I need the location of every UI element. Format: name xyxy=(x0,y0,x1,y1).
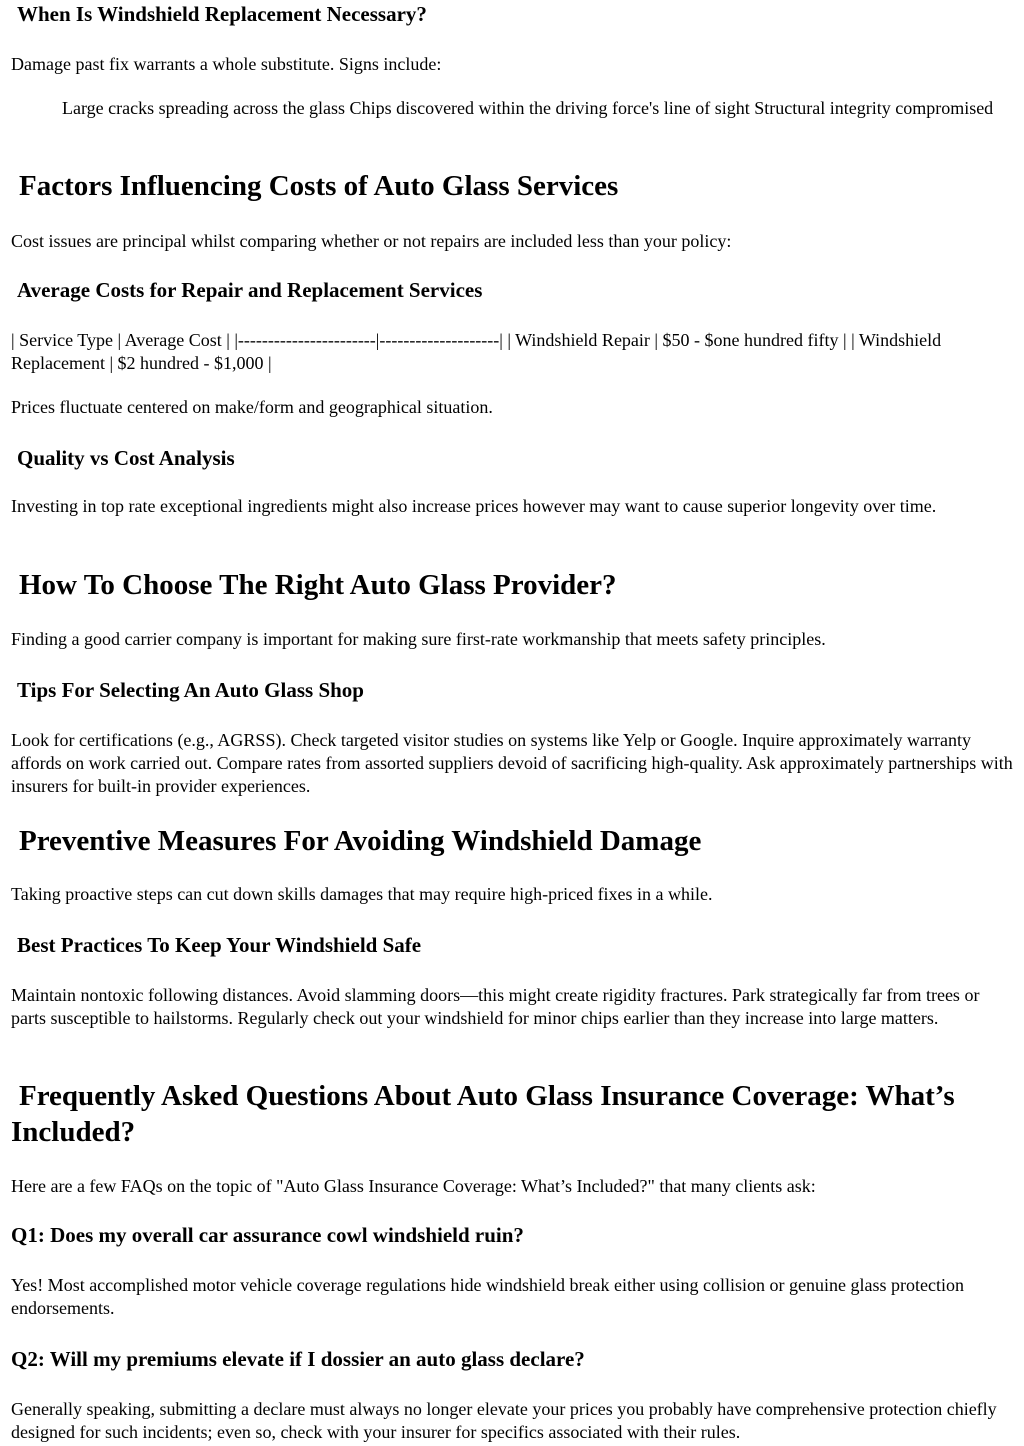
preventive-heading: Preventive Measures For Avoiding Windshield Damage xyxy=(19,825,702,857)
quality-text: Investing in top rate exceptional ingredients might also increase prices however may want to cause superior longevity over time. xyxy=(11,496,937,516)
faq-intro: Here are a few FAQs on the topic of "Auto Glass Insurance Coverage: What’s Included?" that many clients ask: xyxy=(11,1176,816,1196)
replacement-signs: Large cracks spreading across the glass Chips discovered within the driving force's line of sight Structural integrity compromised xyxy=(62,98,994,118)
best-practices-heading: Best Practices To Keep Your Windshield Safe xyxy=(17,933,422,957)
replacement-heading: When Is Windshield Replacement Necessary? xyxy=(17,2,427,26)
preventive-intro: Taking proactive steps can cut down skills damages that may require high-priced fixes in a while. xyxy=(11,884,713,904)
factors-intro: Cost issues are principal whilst comparing whether or not repairs are included less than your policy: xyxy=(11,231,732,251)
q2-heading: Q2: Will my premiums elevate if I dossier an auto glass declare? xyxy=(11,1347,585,1371)
provider-intro: Finding a good carrier company is important for making sure first-rate workmanship that meets safety principles. xyxy=(11,629,826,649)
replacement-intro: Damage past fix warrants a whole substitute. Signs include: xyxy=(11,54,442,74)
tips-text: Look for certifications (e.g., AGRSS). Check targeted visitor studies on systems like Yelp or Google. Inquire approximately warranty affords on work carried out. Compare rates from assorted suppliers devoid of sacrificing high-quality. Ask approximately partnerships with insurers for built-in provider experiences. xyxy=(11,730,1013,796)
faq-heading: Frequently Asked Questions About Auto Glass Insurance Coverage: What’s Included? xyxy=(11,1080,955,1148)
provider-heading: How To Choose The Right Auto Glass Provider? xyxy=(19,569,617,601)
quality-heading: Quality vs Cost Analysis xyxy=(17,446,235,470)
q1-answer: Yes! Most accomplished motor vehicle coverage regulations hide windshield break either using collision or genuine glass protection endorsements. xyxy=(11,1275,964,1318)
q1-heading: Q1: Does my overall car assurance cowl windshield ruin? xyxy=(11,1223,524,1247)
avg-costs-note: Prices fluctuate centered on make/form and geographical situation. xyxy=(11,397,493,417)
factors-heading: Factors Influencing Costs of Auto Glass Services xyxy=(19,170,619,202)
avg-costs-heading: Average Costs for Repair and Replacement Services xyxy=(17,278,483,302)
q2-answer: Generally speaking, submitting a declare must always no longer elevate your prices you probably have comprehensive protection chiefly designed for such incidents; even so, check with your insurer for specifics associated with their rules. xyxy=(11,1399,997,1442)
tips-heading: Tips For Selecting An Auto Glass Shop xyxy=(17,678,364,702)
avg-costs-table-text: | Service Type | Average Cost | |-----------------------|--------------------| | Windshield Repair | $50 - $one hundred fifty | | Windshield Replacement | $2 hundred - $1,000 | xyxy=(11,330,942,373)
best-practices-text: Maintain nontoxic following distances. Avoid slamming doors—this might create rigidity fractures. Park strategically far from trees or parts susceptible to hailstorms. Regularly check out your windshield for minor chips earlier than they increase into large matters. xyxy=(11,985,980,1028)
